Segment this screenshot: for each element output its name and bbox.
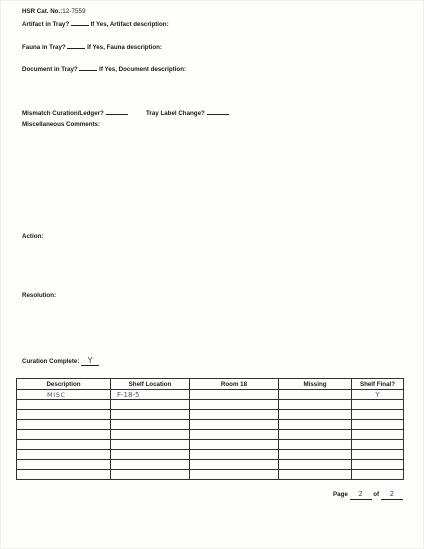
cell-shelf-location[interactable]: F-18-5 — [111, 390, 190, 400]
page-total: 2 — [381, 491, 403, 500]
cell-missing[interactable] — [279, 430, 352, 440]
cell-room-18[interactable] — [190, 390, 279, 400]
cell-room-18[interactable] — [190, 400, 279, 410]
cell-shelf-final[interactable] — [352, 400, 404, 410]
cell-missing[interactable] — [279, 420, 352, 430]
cell-missing[interactable] — [279, 460, 352, 470]
table-row — [17, 450, 404, 460]
cell-room-18[interactable] — [190, 460, 279, 470]
artifact-label: Artifact in Tray? — [22, 21, 70, 28]
fauna-row — [22, 42, 162, 52]
cell-missing[interactable] — [279, 390, 352, 400]
cell-shelf-location[interactable] — [111, 440, 190, 450]
resolution-label: Resolution: — [22, 292, 57, 299]
cell-missing[interactable] — [279, 440, 352, 450]
column-header-room-18: Room 18 — [190, 379, 279, 390]
table-row — [17, 410, 404, 420]
cell-room-18[interactable] — [190, 440, 279, 450]
cell-description[interactable] — [17, 460, 111, 470]
artifact-description-label: If Yes, Artifact description: — [90, 21, 169, 28]
cell-shelf-final[interactable] — [352, 470, 404, 480]
tray-label-change-row — [146, 108, 229, 118]
table-row — [17, 430, 404, 440]
inventory-table — [16, 378, 404, 480]
table-row — [17, 400, 404, 410]
cell-description[interactable] — [17, 450, 111, 460]
cell-room-18[interactable] — [190, 450, 279, 460]
document-answer-blank[interactable] — [79, 64, 97, 71]
cell-room-18[interactable] — [190, 420, 279, 430]
cell-shelf-final[interactable] — [352, 410, 404, 420]
page-label: Page — [333, 491, 348, 498]
fauna-answer-blank[interactable] — [67, 42, 85, 49]
page-current: 2 — [350, 491, 372, 500]
cell-room-18[interactable] — [190, 410, 279, 420]
mismatch-answer-blank[interactable] — [106, 108, 128, 115]
table-header-row — [17, 379, 404, 390]
fauna-description-label: If Yes, Fauna description: — [87, 44, 162, 51]
mismatch-label: Mismatch Curation/Ledger? — [22, 110, 104, 117]
cell-shelf-final[interactable] — [352, 460, 404, 470]
cell-description[interactable] — [17, 410, 111, 420]
cell-missing[interactable] — [279, 400, 352, 410]
fauna-label: Fauna in Tray? — [22, 44, 66, 51]
mismatch-row — [22, 108, 128, 118]
cell-shelf-location[interactable] — [111, 430, 190, 440]
column-header-missing: Missing — [279, 379, 352, 390]
tray-label-change-label: Tray Label Change? — [146, 110, 205, 117]
catalog-number — [22, 8, 86, 16]
table-row — [17, 420, 404, 430]
page-number — [333, 491, 403, 500]
cell-shelf-location[interactable] — [111, 420, 190, 430]
document-row — [22, 64, 186, 74]
action-label: Action: — [22, 233, 44, 240]
catalog-number-label: HSR Cat. No.: — [22, 8, 63, 15]
column-header-shelf-location: Shelf Location — [111, 379, 190, 390]
catalog-number-value: 12-7559 — [62, 8, 86, 15]
cell-shelf-final[interactable] — [352, 450, 404, 460]
tray-label-change-answer-blank[interactable] — [207, 108, 229, 115]
cell-shelf-final[interactable] — [352, 440, 404, 450]
cell-missing[interactable] — [279, 450, 352, 460]
column-header-description: Description — [17, 379, 111, 390]
cell-missing[interactable] — [279, 410, 352, 420]
cell-shelf-location[interactable] — [111, 410, 190, 420]
cell-shelf-location[interactable] — [111, 450, 190, 460]
artifact-row — [22, 19, 169, 29]
cell-missing[interactable] — [279, 470, 352, 480]
cell-description[interactable] — [17, 440, 111, 450]
cell-shelf-final[interactable] — [352, 430, 404, 440]
cell-shelf-final[interactable] — [352, 420, 404, 430]
curation-complete-label: Curation Complete: — [22, 358, 80, 365]
artifact-answer-blank[interactable] — [71, 19, 89, 26]
curation-complete-value[interactable]: Y — [81, 357, 99, 366]
cell-description[interactable] — [17, 420, 111, 430]
cell-room-18[interactable] — [190, 470, 279, 480]
cell-room-18[interactable] — [190, 430, 279, 440]
cell-description[interactable] — [17, 470, 111, 480]
curation-complete-row — [22, 357, 99, 366]
table-row — [17, 470, 404, 480]
cell-shelf-final[interactable]: Y — [352, 390, 404, 400]
column-header-shelf-final: Shelf Final? — [352, 379, 404, 390]
table-row — [17, 460, 404, 470]
cell-description[interactable] — [17, 400, 111, 410]
cell-description[interactable]: MISC — [17, 390, 111, 400]
of-label: of — [373, 491, 380, 498]
document-label: Document in Tray? — [22, 66, 78, 73]
misc-comments-label: Miscellaneous Comments: — [22, 121, 101, 128]
table-row — [17, 440, 404, 450]
cell-shelf-location[interactable] — [111, 470, 190, 480]
cell-shelf-location[interactable] — [111, 400, 190, 410]
cell-shelf-location[interactable] — [111, 460, 190, 470]
table-row — [17, 390, 404, 400]
document-description-label: If Yes, Document description: — [99, 66, 187, 73]
cell-description[interactable] — [17, 430, 111, 440]
